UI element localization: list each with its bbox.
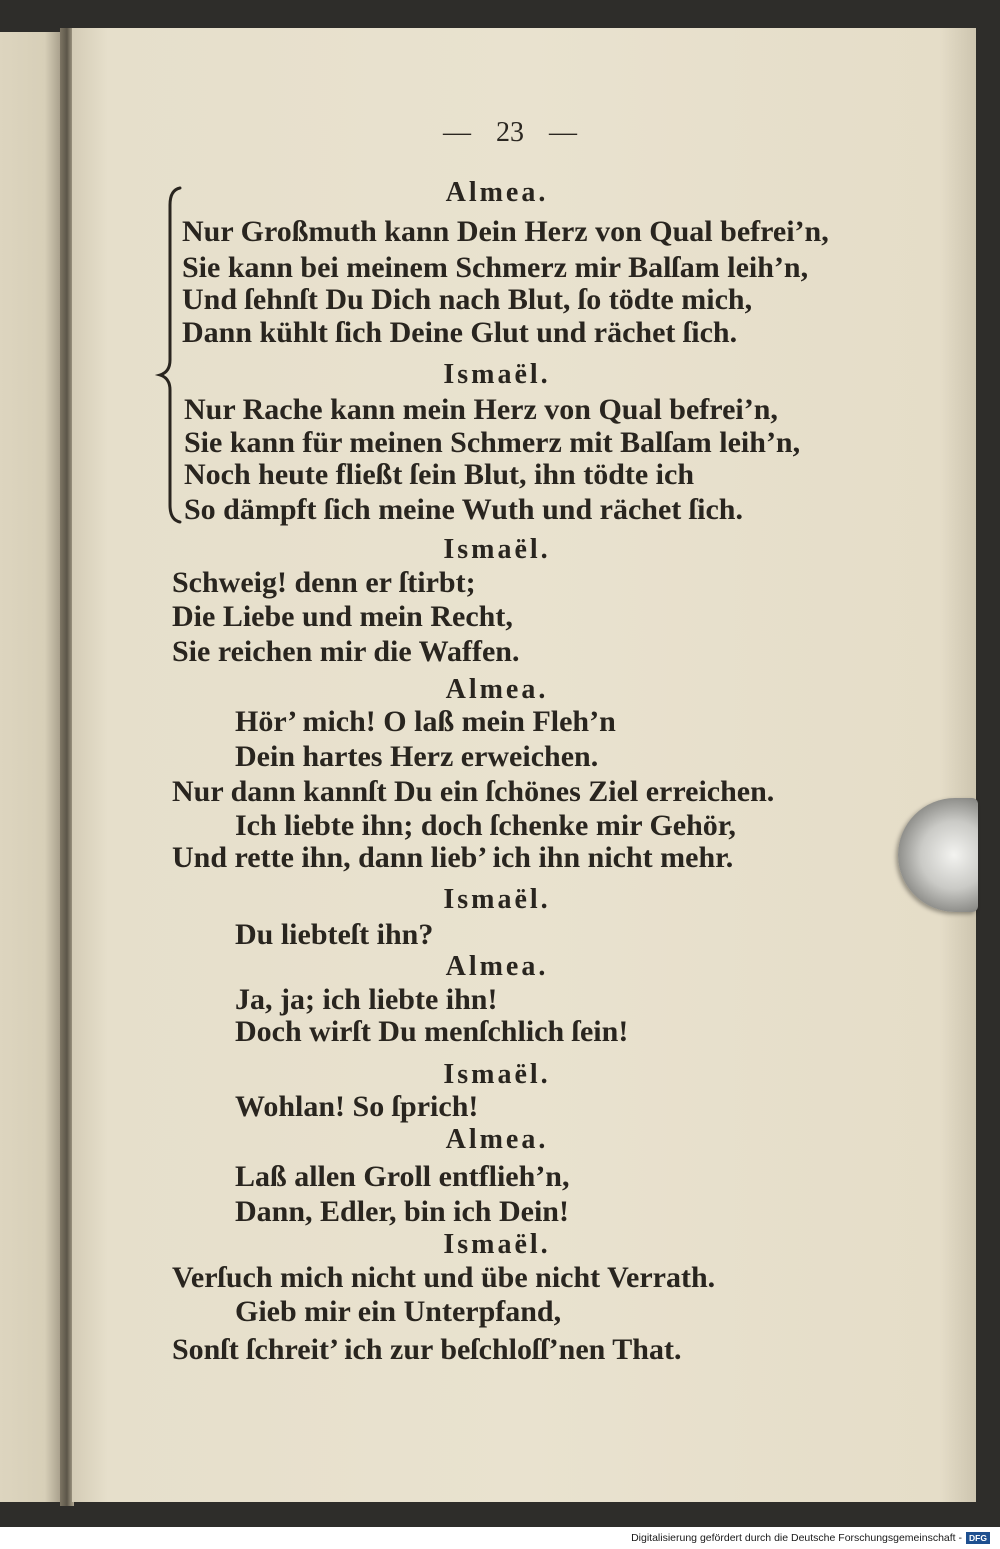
speaker-name: Ismaël. [443, 1059, 551, 1090]
verse-line: So dämpft ſich meine Wuth und rächet ſich. [184, 493, 743, 526]
speaker-name: Ismaël. [443, 884, 551, 915]
verse-line: Und ſehnſt Du Dich nach Blut, ſo tödte mich, [182, 283, 753, 316]
dfg-logo: DFG [966, 1532, 990, 1544]
speaker-name: Almea. [445, 177, 549, 208]
verse-line: Dein hartes Herz erweichen. [235, 740, 599, 773]
verse-line: Ich liebte ihn; doch ſchenke mir Gehör, [235, 809, 736, 842]
verse-line: Noch heute fließt ſein Blut, ihn tödte ich [184, 458, 695, 491]
digitization-footer [0, 1527, 1000, 1549]
speaker-name: Ismaël. [443, 359, 551, 390]
funding-credit: Digitalisierung gefördert durch die Deutsche Forschungsgemeinschaft - [631, 1532, 962, 1544]
verse-line: Ja, ja; ich liebte ihn! [235, 983, 498, 1016]
verse-line: Nur Großmuth kann Dein Herz von Qual befrei’n, [182, 215, 829, 248]
verse-line: Sonſt ſchreit’ ich zur beſchloſſ’nen That. [172, 1333, 682, 1366]
verse-line: Sie kann für meinen Schmerz mit Balſam leih’n, [184, 426, 801, 459]
verse-line: Nur Rache kann mein Herz von Qual befrei’n, [184, 393, 778, 426]
verse-line: Nur dann kannſt Du ein ſchönes Ziel erreichen. [172, 775, 775, 808]
speaker-name: Ismaël. [443, 534, 551, 565]
verse-line: Dann, Edler, bin ich Dein! [235, 1195, 569, 1228]
speaker-name: Almea. [445, 674, 549, 705]
page-number: — 23 — [443, 117, 577, 148]
verse-line: Wohlan! So ſprich! [235, 1090, 479, 1123]
verse-line: Laß allen Groll entflieh’n, [235, 1160, 570, 1193]
verse-line: Du liebteſt ihn? [235, 918, 434, 951]
verse-line: Dann kühlt ſich Deine Glut und rächet ſich. [182, 316, 738, 349]
speaker-name: Ismaël. [443, 1229, 551, 1260]
verse-line: Gieb mir ein Unterpfand, [235, 1295, 562, 1328]
verse-line: Die Liebe und mein Recht, [172, 600, 513, 633]
verse-line: Und rette ihn, dann lieb’ ich ihn nicht mehr. [172, 841, 734, 874]
verse-line: Schweig! denn er ſtirbt; [172, 566, 476, 599]
speaker-name: Almea. [445, 951, 549, 982]
verse-line: Sie kann bei meinem Schmerz mir Balſam leih’n, [182, 251, 809, 284]
speaker-name: Almea. [445, 1124, 549, 1155]
verse-line: Doch wirſt Du menſchlich ſein! [235, 1015, 629, 1048]
verse-line: Verſuch mich nicht und übe nicht Verrath. [172, 1261, 716, 1294]
verse-line: Sie reichen mir die Waffen. [172, 635, 520, 668]
verse-line: Hör’ mich! O laß mein Fleh’n [235, 705, 616, 738]
